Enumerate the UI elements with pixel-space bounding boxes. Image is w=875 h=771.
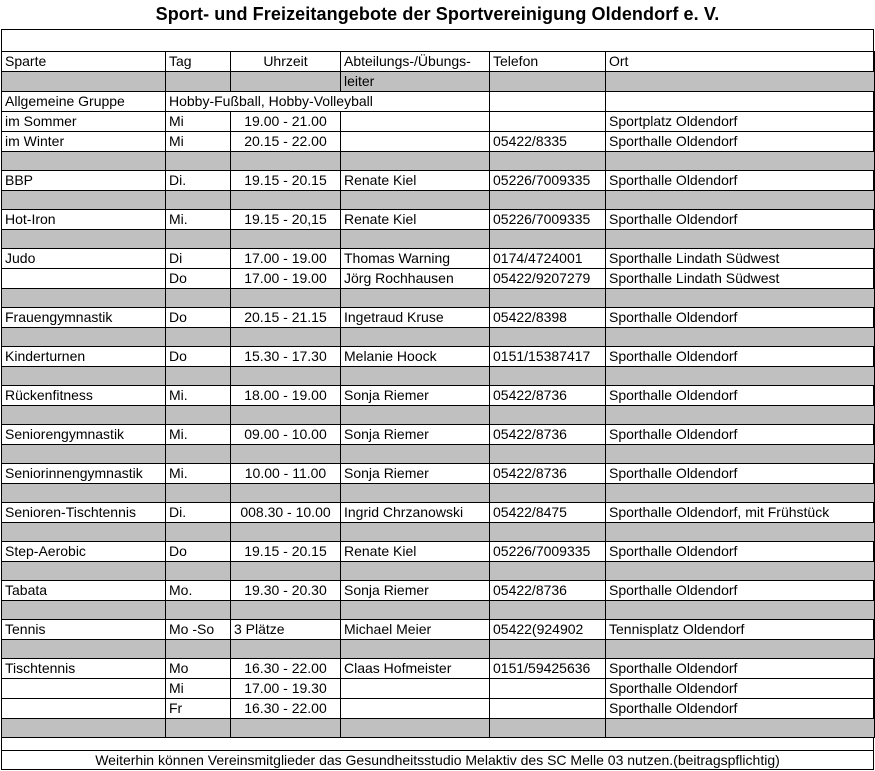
cell-sparte <box>2 269 166 289</box>
cell-tag: Do <box>166 308 231 328</box>
spacer-row <box>2 230 875 249</box>
cell-sparte: Tischtennis <box>2 659 166 679</box>
cell-tag: Do <box>166 347 231 367</box>
cell-telefon: 05422/8736 <box>490 581 606 601</box>
cell-telefon: 05422/8335 <box>490 132 606 152</box>
cell-leiter: Sonja Riemer <box>341 386 490 406</box>
cell-uhrzeit: 17.00 - 19.30 <box>231 679 341 699</box>
cell-uhrzeit: 3 Plätze <box>231 620 341 640</box>
spacer-row <box>2 152 875 171</box>
cell-tag: Mo. <box>166 581 231 601</box>
cell-ort: Sporthalle Oldendorf <box>606 132 875 152</box>
cell-leiter: Renate Kiel <box>341 542 490 562</box>
footer-note: Weiterhin können Vereinsmitglieder das Gesundheitsstudio Melaktiv des SC Melle 03 nutzen.(beitragspflichtig) <box>1 750 874 770</box>
cell-leiter: Jörg Rochhausen <box>341 269 490 289</box>
cell-telefon: 05422(924902 <box>490 620 606 640</box>
spacer-row <box>2 328 875 347</box>
cell-sparte: Step-Aerobic <box>2 542 166 562</box>
table-row <box>2 132 875 152</box>
spacer-row <box>2 601 875 620</box>
cell-tag: Mi <box>166 679 231 699</box>
cell-uhrzeit: 10.00 - 11.00 <box>231 464 341 484</box>
cell-uhrzeit: 17.00 - 19.00 <box>231 269 341 289</box>
cell-sparte: Hot-Iron <box>2 210 166 230</box>
header-uhrzeit: Uhrzeit <box>231 52 341 72</box>
cell-ort: Sportplatz Oldendorf <box>606 112 875 132</box>
cell-telefon <box>490 699 606 719</box>
cell-sparte: Judo <box>2 249 166 269</box>
cell-leiter: Ingetraud Kruse <box>341 308 490 328</box>
cell-leiter <box>341 679 490 699</box>
cell-sparte: Senioren-Tischtennis <box>2 503 166 523</box>
table-row <box>2 425 875 445</box>
cell-tag: Fr <box>166 699 231 719</box>
table-row <box>2 249 875 269</box>
table-row <box>2 581 875 601</box>
spacer-row <box>2 484 875 503</box>
header-ort: Ort <box>606 52 875 72</box>
cell-uhrzeit: 008.30 - 10.00 <box>231 503 341 523</box>
cell-ort: Sporthalle Oldendorf <box>606 210 875 230</box>
cell-ort: Sporthalle Oldendorf <box>606 308 875 328</box>
cell-leiter <box>341 132 490 152</box>
cell-uhrzeit: 20.15 - 22.00 <box>231 132 341 152</box>
cell-sparte: Seniorengymnastik <box>2 425 166 445</box>
cell-ort: Sporthalle Oldendorf <box>606 659 875 679</box>
cell-tag: Mi <box>166 132 231 152</box>
spacer-row <box>2 191 875 210</box>
cell-tag: Mi. <box>166 386 231 406</box>
cell-leiter: Melanie Hoock <box>341 347 490 367</box>
header-tag: Tag <box>166 52 231 72</box>
cell-uhrzeit: 19.15 - 20.15 <box>231 542 341 562</box>
cell-uhrzeit: 09.00 - 10.00 <box>231 425 341 445</box>
cell-telefon: 0151/59425636 <box>490 659 606 679</box>
cell-ort: Sporthalle Oldendorf <box>606 699 875 719</box>
cell-telefon <box>490 112 606 132</box>
cell-telefon: 0174/4724001 <box>490 249 606 269</box>
cell-sparte: Tabata <box>2 581 166 601</box>
cell-leiter: Sonja Riemer <box>341 425 490 445</box>
cell-uhrzeit: 16.30 - 22.00 <box>231 659 341 679</box>
cell-sparte: BBP <box>2 171 166 191</box>
cell-tag: Di. <box>166 171 231 191</box>
cell-sparte: Kinderturnen <box>2 347 166 367</box>
spacer-row <box>2 367 875 386</box>
cell-leiter: Sonja Riemer <box>341 581 490 601</box>
table-row <box>2 308 875 328</box>
cell-sparte: Tennis <box>2 620 166 640</box>
table-row <box>2 347 875 367</box>
cell-span: Hobby-Fußball, Hobby-Volleyball <box>166 92 490 112</box>
header-sparte: Sparte <box>2 52 166 72</box>
cell-ort: Sporthalle Oldendorf <box>606 679 875 699</box>
cell-ort: Sporthalle Lindath Südwest <box>606 269 875 289</box>
cell-tag: Do <box>166 269 231 289</box>
cell-leiter <box>341 699 490 719</box>
header-leiter: Abteilungs-/Übungs- <box>341 52 490 72</box>
cell-telefon: 05226/7009335 <box>490 542 606 562</box>
cell-sparte: im Winter <box>2 132 166 152</box>
cell-ort: Sporthalle Oldendorf <box>606 386 875 406</box>
table-row <box>2 92 875 112</box>
header-row <box>2 52 875 72</box>
cell-uhrzeit: 20.15 - 21.15 <box>231 308 341 328</box>
cell-tag: Do <box>166 542 231 562</box>
table-row <box>2 210 875 230</box>
spacer-row <box>2 523 875 542</box>
cell-uhrzeit: 19.15 - 20,15 <box>231 210 341 230</box>
cell-tag: Di <box>166 249 231 269</box>
cell-tag: Mo -So <box>166 620 231 640</box>
table-row <box>2 464 875 484</box>
table-row <box>2 269 875 289</box>
header-row-2 <box>2 72 875 92</box>
spacer-row <box>2 445 875 464</box>
cell-ort: Tennisplatz Oldendorf <box>606 620 875 640</box>
cell-sparte <box>2 699 166 719</box>
spacer-row <box>2 289 875 308</box>
cell-uhrzeit: 18.00 - 19.00 <box>231 386 341 406</box>
cell-telefon <box>490 679 606 699</box>
cell-leiter: Renate Kiel <box>341 171 490 191</box>
schedule-table <box>1 51 875 738</box>
cell-ort: Sporthalle Oldendorf <box>606 171 875 191</box>
cell-uhrzeit: 16.30 - 22.00 <box>231 699 341 719</box>
cell-telefon: 05422/8736 <box>490 386 606 406</box>
cell-telefon: 0151/15387417 <box>490 347 606 367</box>
cell-tag: Mi <box>166 112 231 132</box>
spacer-row <box>2 406 875 425</box>
cell-telefon: 05226/7009335 <box>490 210 606 230</box>
table-row <box>2 171 875 191</box>
cell-telefon: 05226/7009335 <box>490 171 606 191</box>
cell-tag: Mi. <box>166 425 231 445</box>
cell-leiter: Renate Kiel <box>341 210 490 230</box>
cell-telefon: 05422/8736 <box>490 464 606 484</box>
cell-leiter: Sonja Riemer <box>341 464 490 484</box>
table-row <box>2 699 875 719</box>
header-leiter-2: leiter <box>341 72 490 92</box>
cell-telefon: 05422/8736 <box>490 425 606 445</box>
cell-leiter <box>341 112 490 132</box>
cell-sparte: im Sommer <box>2 112 166 132</box>
table-row <box>2 386 875 406</box>
table-row <box>2 112 875 132</box>
cell-uhrzeit: 19.30 - 20.30 <box>231 581 341 601</box>
cell-sparte: Rückenfitness <box>2 386 166 406</box>
cell-leiter: Thomas Warning <box>341 249 490 269</box>
cell-ort: Sporthalle Oldendorf, mit Frühstück <box>606 503 875 523</box>
cell-sparte <box>2 679 166 699</box>
cell-ort: Sporthalle Oldendorf <box>606 464 875 484</box>
page-title: Sport- und Freizeitangebote der Sportvereinigung Oldendorf e. V. <box>155 4 720 24</box>
cell-ort: Sporthalle Oldendorf <box>606 542 875 562</box>
table-row <box>2 503 875 523</box>
spacer-row <box>2 640 875 659</box>
table-row <box>2 542 875 562</box>
cell-leiter: Claas Hofmeister <box>341 659 490 679</box>
table-row <box>2 679 875 699</box>
cell-tag: Mi. <box>166 210 231 230</box>
cell-sparte: Seniorinnengymnastik <box>2 464 166 484</box>
cell-uhrzeit: 15.30 - 17.30 <box>231 347 341 367</box>
cell-tag: Mo <box>166 659 231 679</box>
cell-ort: Sporthalle Oldendorf <box>606 347 875 367</box>
cell-telefon: 05422/8475 <box>490 503 606 523</box>
cell-telefon: 05422/8398 <box>490 308 606 328</box>
cell-tag: Mi. <box>166 464 231 484</box>
cell-leiter: Ingrid Chrzanowski <box>341 503 490 523</box>
cell-ort: Sporthalle Oldendorf <box>606 425 875 445</box>
cell-uhrzeit: 19.00 - 21.00 <box>231 112 341 132</box>
cell-ort: Sporthalle Lindath Südwest <box>606 249 875 269</box>
cell-sparte: Frauengymnastik <box>2 308 166 328</box>
cell-uhrzeit: 19.15 - 20.15 <box>231 171 341 191</box>
cell-ort: Sporthalle Oldendorf <box>606 581 875 601</box>
spacer-row <box>2 562 875 581</box>
cell-telefon: 05422/9207279 <box>490 269 606 289</box>
table-row <box>2 659 875 679</box>
cell-sparte: Allgemeine Gruppe <box>2 92 166 112</box>
cell-leiter: Michael Meier <box>341 620 490 640</box>
cell-tag: Di. <box>166 503 231 523</box>
header-telefon: Telefon <box>490 52 606 72</box>
spacer-row <box>2 719 875 738</box>
cell-uhrzeit: 17.00 - 19.00 <box>231 249 341 269</box>
table-row <box>2 620 875 640</box>
